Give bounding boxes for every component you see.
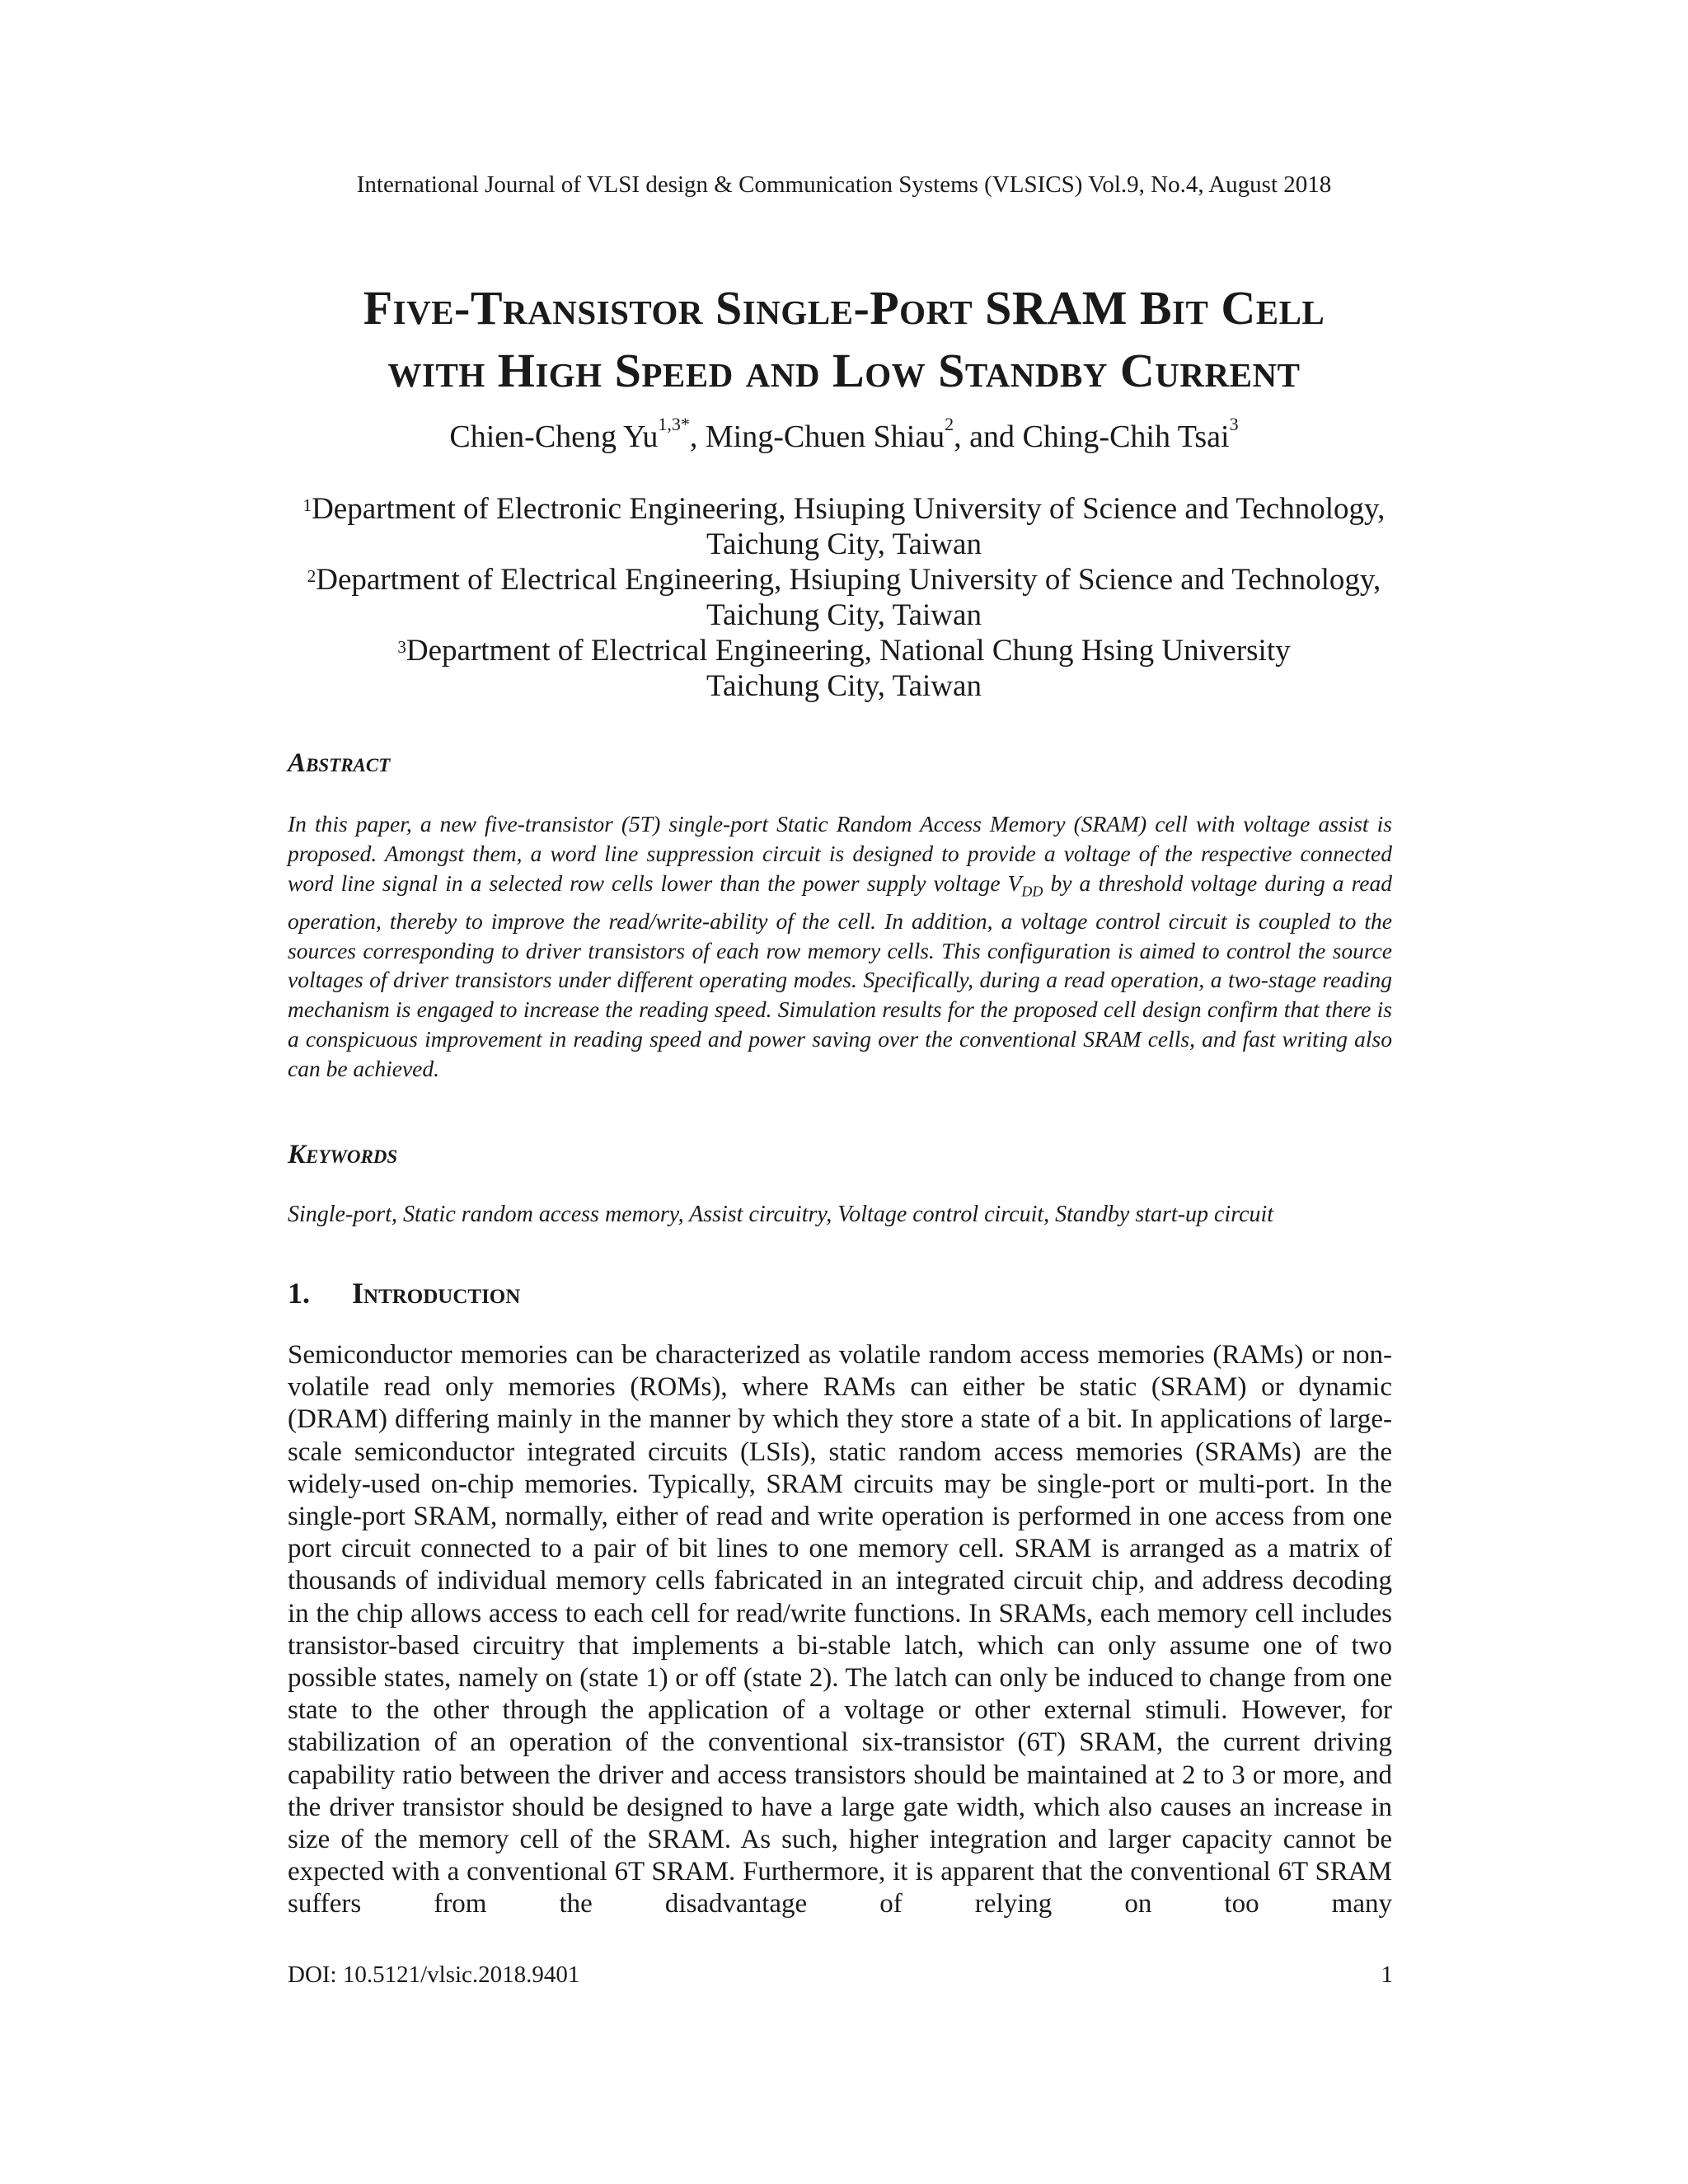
- affiliation-location: Taichung City, Taiwan: [706, 669, 982, 703]
- introduction-paragraph: Semiconductor memories can be characterized as volatile random access memories (RAMs) or non-volatile read only memories (ROMs), where RAMs can either be static (SRAM) or dynamic (DRAM) differing mainly in the manner by which they store a state of a bit. In applications of large-scale semiconductor integrated circuits (LSIs), static random access memories (SRAMs) are the widely-used on-chip memories. Typically, SRAM circuits may be single-port or multi-port. In the single-port SRAM, normally, either of read and write operation is performed in one access from one port circuit connected to a pair of bit lines to one memory cell. SRAM is arranged as a matrix of thousands of individual memory cells fabricated in an integrated circuit chip, and address decoding in the chip allows access to each cell for read/write functions. In SRAMs, each memory cell includes transistor-based circuitry that implements a bi-stable latch, which can only assume one of two possible states, namely on (state 1) or off (state 2). The latch can only be induced to change from one state to the other through the application of a voltage or other external stimuli. However, for stabilization of an operation of the conventional six-transistor (6T) SRAM, the current driving capability ratio between the driver and access transistors should be maintained at 2 to 3 or more, and the driver transistor should be designed to have a large gate width, which also causes an increase in size of the memory cell of the SRAM. As such, higher integration and larger capacity cannot be expected with a conventional 6T SRAM. Furthermore, it is apparent that the conventional 6T SRAM suffers from the disadvantage of relying on too many: [288, 1340, 1392, 1919]
- paper-title: [165, 277, 1523, 402]
- abstract-body: [288, 809, 1392, 1084]
- vdd-subscript: DD: [1021, 883, 1043, 900]
- footer-doi: DOI: 10.5121/vlsic.2018.9401: [288, 1961, 580, 1988]
- author-affiliation-marker: 3: [1229, 414, 1239, 434]
- author-conjunction: and: [969, 419, 1015, 454]
- title-line-1: Five-Transistor Single-Port SRAM Bit Cell: [363, 281, 1325, 335]
- section-number: 1.: [288, 1277, 310, 1310]
- affiliation: [165, 491, 1523, 562]
- title-line-2: with High Speed and Low Standby Current: [387, 344, 1301, 397]
- affiliation: [165, 633, 1523, 704]
- affiliation-marker: 3: [397, 637, 406, 657]
- author-list: Chien-Cheng $Yu^{1,3*}$, Ming-Chuen Shiau$^2$, and Ching-Chih Tsai$^3$: [449, 414, 1239, 454]
- author-name: Ching-Chih Tsai: [1022, 419, 1230, 454]
- affiliation-location: Taichung City, Taiwan: [706, 598, 982, 632]
- abstract-heading: Abstract: [288, 748, 391, 778]
- page-number: 1: [1381, 1961, 1393, 1988]
- introduction-body: [288, 1339, 1392, 1921]
- author-affiliation-marker: 1,3*: [658, 414, 690, 434]
- affiliation-list: [165, 491, 1523, 704]
- author-affiliation-marker: 2: [945, 414, 954, 434]
- affiliation-location: Taichung City, Taiwan: [706, 527, 982, 561]
- affiliation-marker: 1: [302, 495, 312, 515]
- keywords-heading: Keywords: [288, 1140, 398, 1169]
- section-title: Introduction: [352, 1277, 521, 1310]
- affiliation-department: Department of Electrical Engineering, National Chung Hsing University: [406, 634, 1291, 668]
- affiliation-marker: 2: [307, 566, 316, 586]
- introduction-heading: [288, 1276, 520, 1310]
- affiliation: [165, 562, 1523, 633]
- affiliation-department: Department of Electronic Engineering, Hsiuping University of Science and Technology,: [312, 492, 1386, 526]
- abstract-text: In this paper, a new five-transistor (5T) single-port Static Random Access Memory (SRAM) cell with voltage assist is proposed. Amongst them, a word line suppression circuit is designed to provide a voltage of the respective connected word line signal in a selected row cells lower than the power supply voltage V: [288, 811, 1392, 896]
- author-name: Chien-Cheng Yu: [449, 419, 659, 454]
- abstract-text-continued: by a threshold voltage during a read operation, thereby to improve the read/write-ability of the cell. In addition, a voltage control circuit is coupled to the sources corresponding to driver transistors of each row memory cells. This configuration is aimed to control the source voltages of driver transistors under different operating modes. Specifically, during a read operation, a two-stage reading mechanism is engaged to increase the reading speed. Simulation results for the proposed cell design confirm that there is a conspicuous improvement in reading speed and power saving over the conventional SRAM cells, and fast writing also can be achieved.: [288, 869, 1392, 1081]
- running-header: International Journal of VLSI design & Communication Systems (VLSICS) Vol.9, No.4, August 2018: [356, 171, 1332, 198]
- author-name: Ming-Chuen Shiau: [705, 419, 945, 454]
- keywords-list: Single-port, Static random access memory, Assist circuitry, Voltage control circuit, Standby start-up circuit: [288, 1202, 1274, 1227]
- affiliation-department: Department of Electrical Engineering, Hsiuping University of Science and Technology,: [316, 563, 1381, 597]
